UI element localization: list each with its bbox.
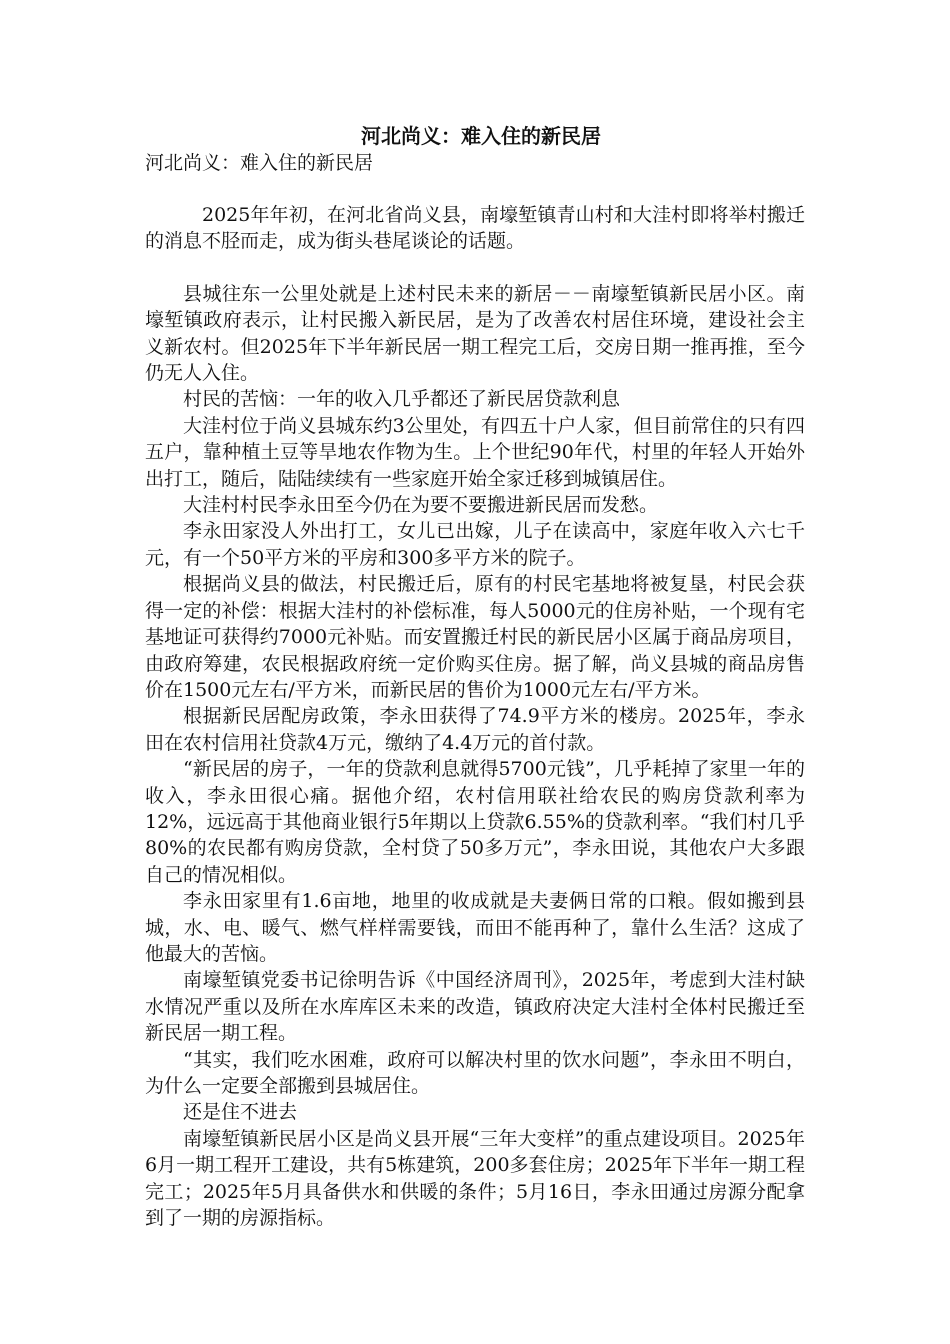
paragraph-farmland: 李永田家里有1.6亩地，地里的收成就是夫妻俩日常的口粮。假如搬到县城，水、电、暖气、燃气样样需要钱，而田不能再种了，靠什么生活？这成了他最大的苦恼。	[145, 890, 805, 965]
section-heading-villager-troubles: 村民的苦恼：一年的收入几乎都还了新民居贷款利息	[183, 388, 621, 411]
document-body	[145, 122, 805, 1231]
paragraph-housing-policy: 根据新民居配房政策，李永田获得了74.9平方米的楼房。2025年，李永田在农村信用社贷款4万元，缴纳了4.4万元的首付款。	[145, 705, 805, 754]
paragraph-dawa-village: 大洼村位于尚义县城东约3公里处，有四五十户人家，但目前常住的只有四五户，靠种植土豆等旱地农作物为生。上个世纪90年代，村里的年轻人开始外出打工，随后，陆陆续续有一些家庭开始全家迁移到城镇居住。	[145, 414, 805, 490]
paragraph-loan-interest: “新民居的房子，一年的贷款利息就得5700元钱”，几乎耗掉了家里一年的收入，李永田很心痛。据他介绍，农村信用联社给农民的购房贷款利率为12%，远远高于其他商业银行5年期以上贷款6.55%的贷款利率。“我们村几乎80%的农民都有购房贷款，全村贷了50多万元”，李永田说，其他农户大多跟自己的情况相似。	[145, 758, 805, 886]
paragraph-li-yongtian-worry: 大洼村村民李永田至今仍在为要不要搬进新民居而发愁。	[183, 494, 659, 517]
paragraph-new-residence: 县城往东一公里处就是上述村民未来的新居－－南壕堑镇新民居小区。南壕堑镇政府表示，让村民搬入新民居，是为了改善农村居住环境，建设社会主义新农村。但2025年下半年新民居一期工程完工后，交房日期一推再推，至今仍无人入住。	[145, 282, 805, 385]
paragraph-water-quote: “其实，我们吃水困难，政府可以解决村里的饮水问题”，李永田不明白，为什么一定要全部搬到县城居住。	[145, 1048, 805, 1097]
document-subtitle: 河北尚义：难入住的新民居	[145, 152, 374, 174]
paragraph-party-secretary: 南壕堑镇党委书记徐明告诉《中国经济周刊》，2025年，考虑到大洼村缺水情况严重以及所在水库库区未来的改造，镇政府决定大洼村全体村民搬迁至新民居一期工程。	[145, 969, 805, 1045]
paragraph-compensation: 根据尚义县的做法，村民搬迁后，原有的村民宅基地将被复垦，村民会获得一定的补偿：根据大洼村的补偿标准，每人5000元的住房补贴，一个现有宅基地证可获得约7000元补贴。而安置搬迁村民的新民居小区属于商品房项目，由政府筹建，农民根据政府统一定价购买住房。据了解，尚义县城的商品房售价在1500元左右/平方米，而新民居的售价为1000元左右/平方米。	[145, 573, 805, 701]
paragraph-family-income: 李永田家没人外出打工，女儿已出嫁，儿子在读高中，家庭年收入六七千元，有一个50平方米的平房和300多平方米的院子。	[145, 520, 805, 569]
paragraph-intro: 2025年年初，在河北省尚义县，南壕堑镇青山村和大洼村即将举村搬迁的消息不胫而走，成为街头巷尾谈论的话题。	[145, 204, 805, 253]
document-title: 河北尚义：难入住的新民居	[361, 124, 601, 148]
paragraph-project-timeline: 南壕堑镇新民居小区是尚义县开展“三年大变样”的重点建设项目。2025年6月一期工程开工建设，共有5栋建筑，200多套住房；2025年下半年一期工程完工；2025年5月具备供水和供暖的条件；5月16日，李永田通过房源分配拿到了一期的房源指标。	[145, 1127, 805, 1230]
section-heading-still-cannot-move-in: 还是住不进去	[183, 1101, 298, 1124]
